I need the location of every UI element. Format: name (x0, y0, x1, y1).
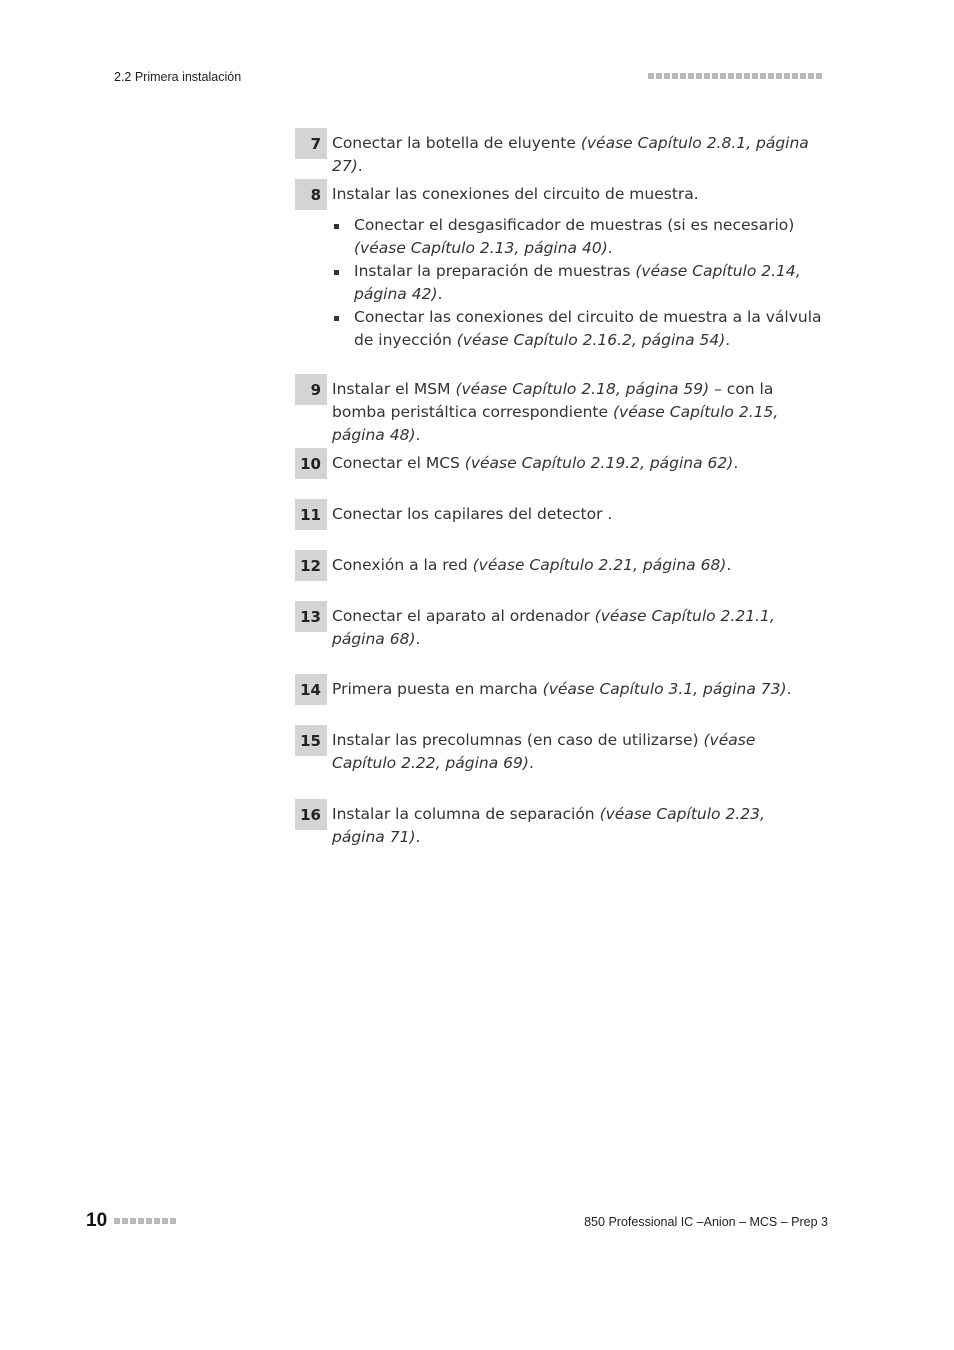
cross-reference-link[interactable]: (véase Capítulo 2.21, página 68) (472, 556, 727, 574)
step-number: 13 (295, 601, 327, 632)
step-number: 15 (295, 725, 327, 756)
footer-decoration-squares (114, 1218, 176, 1224)
cross-reference-link[interactable]: (véase Capítulo 2.19.2, página 62) (464, 454, 734, 472)
step-number: 14 (295, 674, 327, 705)
sub-step: Conectar las conexiones del circuito de muestra a la válvula de inyección (véase Capítulo 2.16.2, página 54). (332, 306, 822, 352)
step-number: 9 (295, 374, 327, 405)
step-text: Instalar el MSM (véase Capítulo 2.18, página 59) – con la bomba peristáltica correspondiente (véase Capítulo 2.15, página 48). (332, 380, 779, 444)
step-text: Conectar la botella de eluyente (véase Capítulo 2.8.1, página 27). (332, 134, 809, 175)
cross-reference-link[interactable]: (véase Capítulo 3.1, página 73) (542, 680, 787, 698)
step-text: Instalar las conexiones del circuito de muestra. Conectar el desgasificador de muestras (si es necesario) (véase Capítulo 2.13, página 40). Instalar la preparación de muestras (véase Capítulo 2.14, página 42). Conectar las conexiones del circuito de muestra a la válvula de inyección (véase Capítulo 2.16.2, página 54). (332, 183, 822, 352)
cross-reference-link[interactable]: (véase Capítulo 2.23, página 71) (332, 805, 765, 846)
header-decoration-squares (648, 73, 822, 79)
step-number: 16 (295, 799, 327, 830)
cross-reference-link[interactable]: (véase Capítulo 2.15, página 48) (332, 403, 779, 444)
step-number: 10 (295, 448, 327, 479)
cross-reference-link[interactable]: (véase Capítulo 2.14, página 42) (354, 262, 801, 303)
cross-reference-link[interactable]: (véase Capítulo 2.16.2, página 54) (456, 331, 726, 349)
step-text: Primera puesta en marcha (véase Capítulo 3.1, página 73). (332, 680, 792, 698)
step-text: Conectar los capilares del detector . (332, 505, 613, 523)
running-footer-product: 850 Professional IC –Anion – MCS – Prep 3 (584, 1215, 828, 1229)
step-number: 8 (295, 179, 327, 210)
step-number: 11 (295, 499, 327, 530)
sub-step: Instalar la preparación de muestras (véase Capítulo 2.14, página 42). (332, 260, 822, 306)
step-text: Conectar el aparato al ordenador (véase Capítulo 2.21.1, página 68). (332, 607, 775, 648)
step-text: Conectar el MCS (véase Capítulo 2.19.2, página 62). (332, 454, 739, 472)
cross-reference-link[interactable]: (véase Capítulo 2.13, página 40) (354, 239, 608, 257)
step-text: Instalar las precolumnas (en caso de utilizarse) (véase Capítulo 2.22, página 69). (332, 731, 756, 772)
step-text: Instalar la columna de separación (véase Capítulo 2.23, página 71). (332, 805, 765, 846)
sub-step: Conectar el desgasificador de muestras (si es necesario) (véase Capítulo 2.13, página 40). (332, 214, 822, 260)
cross-reference-link[interactable]: (véase Capítulo 2.21.1, página 68) (332, 607, 775, 648)
sub-step-list (332, 214, 822, 352)
page-number: 10 (86, 1210, 108, 1231)
cross-reference-link[interactable]: (véase Capítulo 2.18, página 59) (455, 380, 710, 398)
running-header-section: 2.2 Primera instalación (114, 70, 242, 84)
step-text: Conexión a la red (véase Capítulo 2.21, página 68). (332, 556, 732, 574)
step-number: 7 (295, 128, 327, 159)
cross-reference-link[interactable]: (véase Capítulo 2.8.1, página 27) (332, 134, 809, 175)
cross-reference-link[interactable]: (véase Capítulo 2.22, página 69) (332, 731, 756, 772)
step-number: 12 (295, 550, 327, 581)
